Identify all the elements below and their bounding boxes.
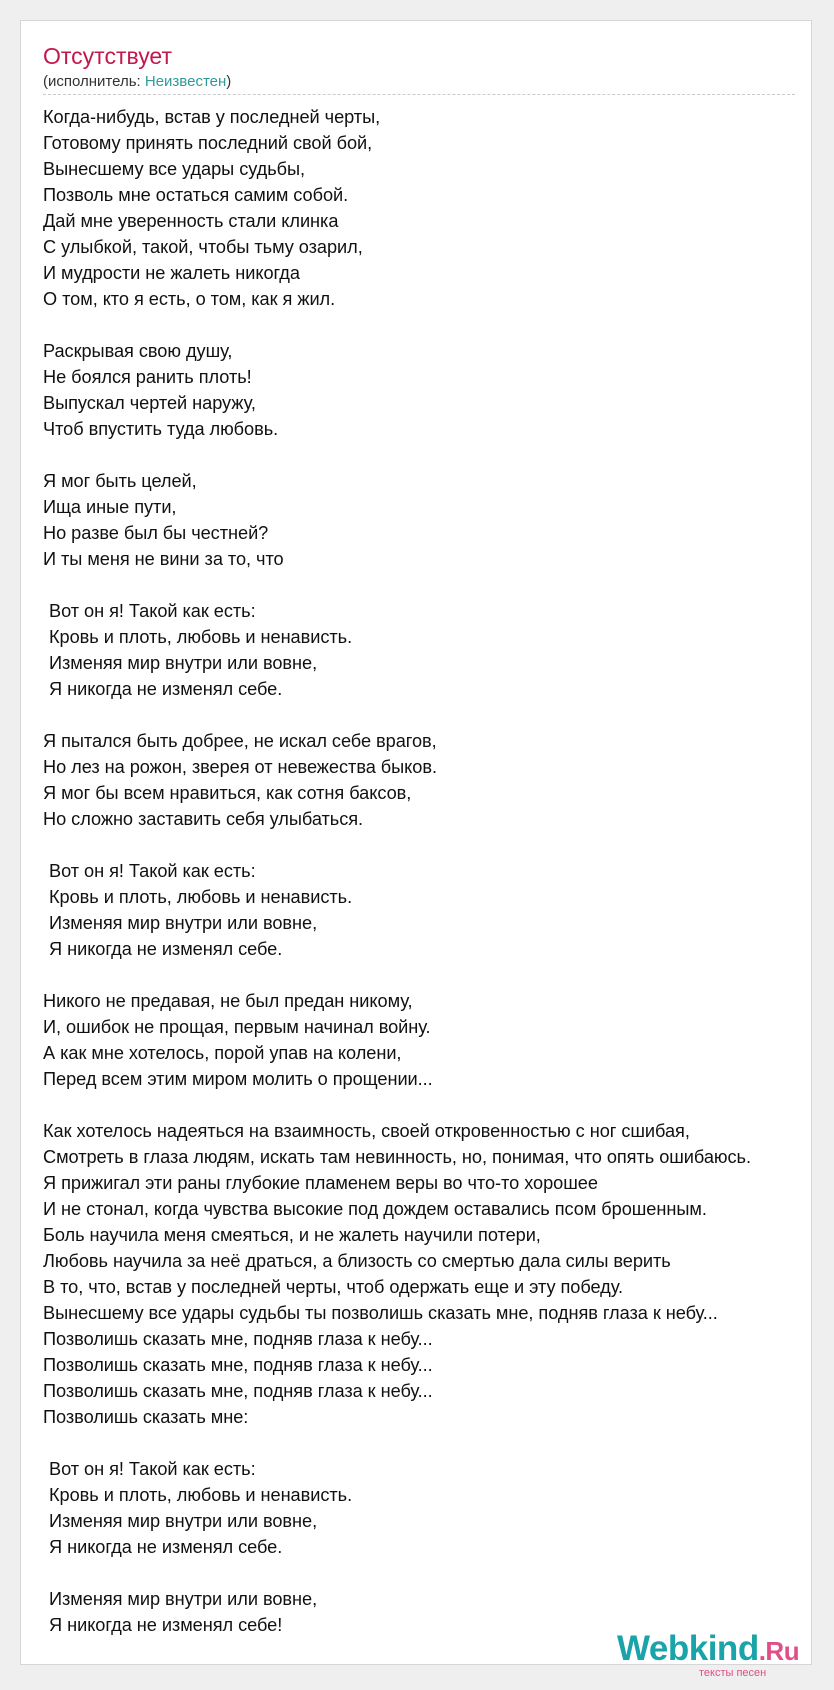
stanza-gap	[43, 1560, 751, 1586]
lyric-line: Позволь мне остаться самим собой.	[43, 185, 349, 205]
stanza-gap	[43, 572, 751, 598]
stanza-gap	[43, 312, 751, 338]
lyric-line: Не боялся ранить плоть!	[43, 367, 252, 387]
lyric-line: И мудрости не жалеть никогда	[43, 263, 300, 283]
lyric-line: Как хотелось надеяться на взаимность, своей откровенностью с ног сшибая,	[43, 1121, 690, 1141]
lyric-line: Изменяя мир внутри или вовне,	[49, 913, 318, 933]
lyric-line: С улыбкой, такой, чтобы тьму озарил,	[43, 237, 363, 257]
lyric-line: Кровь и плоть, любовь и ненависть.	[49, 887, 353, 907]
stanza-gap	[43, 962, 751, 988]
lyric-line: Готовому принять последний свой бой,	[43, 133, 373, 153]
lyric-line: И не стонал, когда чувства высокие под дождем оставались псом брошенным.	[43, 1199, 707, 1219]
lyric-line: Любовь научила за неё драться, а близость со смертью дала силы верить	[43, 1251, 671, 1271]
song-title: Отсутствует	[43, 43, 172, 69]
lyric-line: Смотреть в глаза людям, искать там невинность, но, понимая, что опять ошибаюсь.	[43, 1147, 751, 1167]
stanza-gap	[43, 832, 751, 858]
lyric-line: Чтоб впустить туда любовь.	[43, 419, 279, 439]
lyric-line: Кровь и плоть, любовь и ненависть.	[49, 627, 353, 647]
lyric-line: Дай мне уверенность стали клинка	[43, 211, 339, 231]
lyric-line: Позволишь сказать мне, подняв глаза к небу...	[43, 1329, 433, 1349]
lyric-line: Кровь и плоть, любовь и ненависть.	[49, 1485, 353, 1505]
header-divider	[43, 94, 795, 95]
lyric-line: И, ошибок не прощая, первым начинал войну.	[43, 1017, 431, 1037]
lyric-line: Я никогда не изменял себе.	[49, 679, 283, 699]
lyric-line: Но разве был бы честней?	[43, 523, 269, 543]
lyric-line: Я никогда не изменял себе.	[49, 939, 283, 959]
logo-tagline: тексты песен	[699, 1667, 767, 1679]
lyric-line: Но лез на рожон, зверея от невежества быков.	[43, 757, 437, 777]
lyric-line: В то, что, встав у последней черты, чтоб одержать еще и эту победу.	[43, 1277, 623, 1297]
logo-brand: Webkind.Ru	[617, 1629, 800, 1668]
lyric-line: Вынесшему все удары судьбы,	[43, 159, 306, 179]
lyric-line: Я мог быть целей,	[43, 471, 197, 491]
lyric-line: Когда-нибудь, встав у последней черты,	[43, 107, 381, 127]
artist-suffix: )	[226, 73, 232, 90]
lyric-line: Боль научила меня смеяться, и не жалеть научили потери,	[43, 1225, 541, 1245]
lyric-line: Изменяя мир внутри или вовне,	[49, 1511, 318, 1531]
lyric-line: Позволишь сказать мне, подняв глаза к небу...	[43, 1355, 433, 1375]
lyric-line: Раскрывая свою душу,	[43, 341, 233, 361]
lyric-line: А как мне хотелось, порой упав на колени,	[43, 1043, 402, 1063]
lyric-line: Я прижигал эти раны глубокие пламенем веры во что-то хорошее	[43, 1173, 598, 1193]
site-logo[interactable]	[617, 1629, 817, 1679]
lyric-line: Позволишь сказать мне:	[43, 1407, 249, 1427]
lyric-line: Вот он я! Такой как есть:	[49, 1459, 256, 1479]
artist-prefix: (исполнитель:	[43, 73, 145, 90]
lyrics-text	[43, 104, 751, 1638]
lyric-line: Вот он я! Такой как есть:	[49, 601, 256, 621]
lyric-line: И ты меня не вини за то, что	[43, 549, 284, 569]
lyric-line: Я мог бы всем нравиться, как сотня баксов,	[43, 783, 412, 803]
lyrics-card	[20, 20, 812, 1679]
lyric-line: Я пытался быть добрее, не искал себе врагов,	[43, 731, 437, 751]
lyric-line: Я никогда не изменял себе.	[49, 1537, 283, 1557]
stanza-gap	[43, 1092, 751, 1118]
lyric-line: О том, кто я есть, о том, как я жил.	[43, 289, 336, 309]
artist-line	[43, 73, 231, 90]
lyric-line: Вот он я! Такой как есть:	[49, 861, 256, 881]
lyric-line: Позволишь сказать мне, подняв глаза к небу...	[43, 1381, 433, 1401]
lyric-line: Изменяя мир внутри или вовне,	[49, 1589, 318, 1609]
lyric-line: Но сложно заставить себя улыбаться.	[43, 809, 364, 829]
artist-link[interactable]: Неизвестен	[144, 73, 227, 90]
stanza-gap	[43, 442, 751, 468]
lyric-line: Изменяя мир внутри или вовне,	[49, 653, 318, 673]
lyric-line: Выпускал чертей наружу,	[43, 393, 256, 413]
lyric-line: Никого не предавая, не был предан никому,	[43, 991, 413, 1011]
stanza-gap	[43, 1430, 751, 1456]
lyric-line: Ища иные пути,	[43, 497, 177, 517]
lyric-line: Я никогда не изменял себе!	[49, 1615, 283, 1635]
lyric-line: Перед всем этим миром молить о прощении...	[43, 1069, 433, 1089]
lyric-line: Вынесшему все удары судьбы ты позволишь сказать мне, подняв глаза к небу...	[43, 1303, 718, 1323]
stanza-gap	[43, 702, 751, 728]
